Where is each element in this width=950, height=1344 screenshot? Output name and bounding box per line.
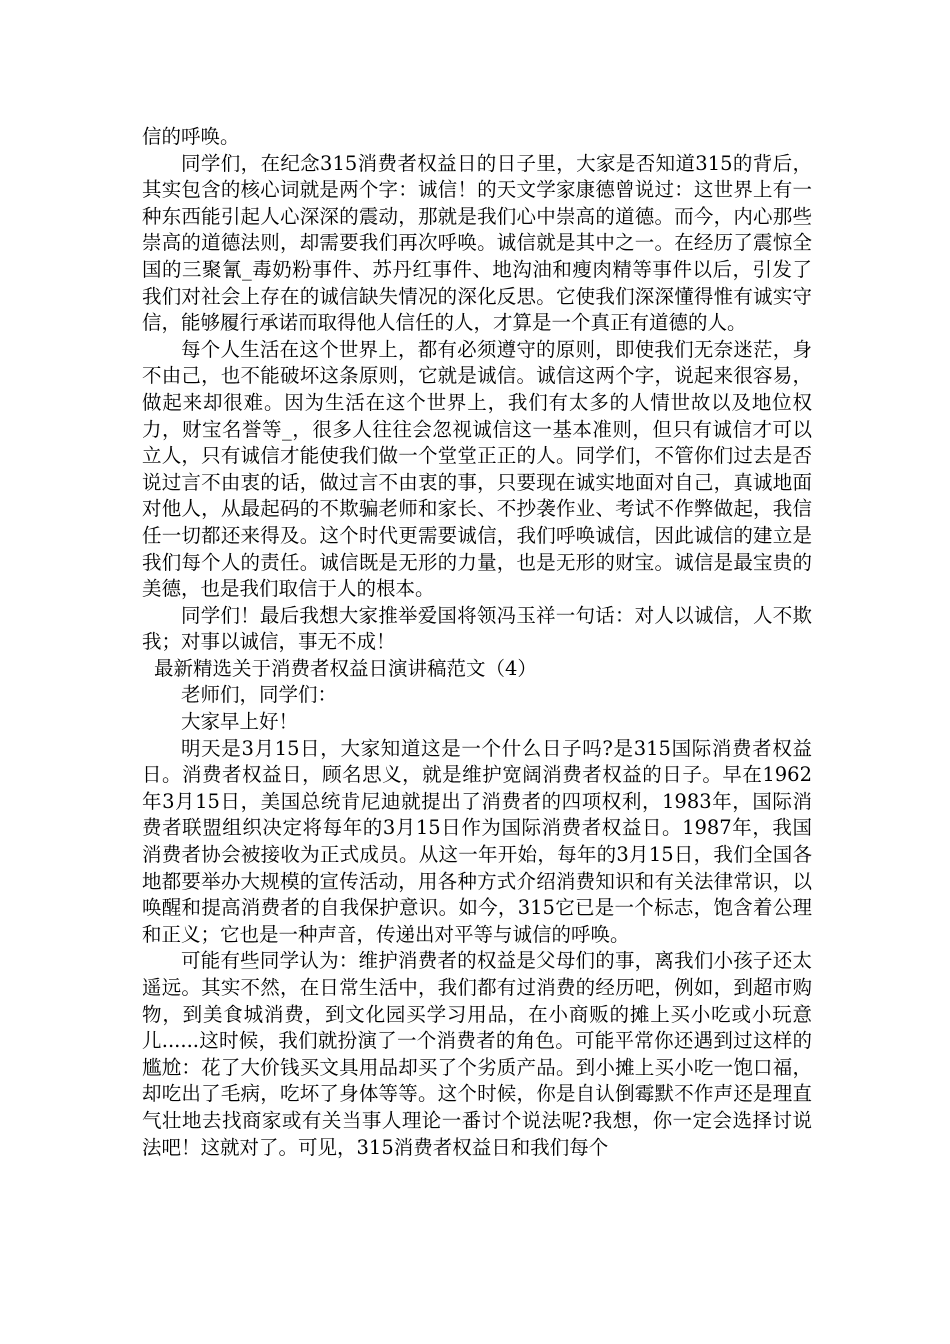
paragraph-integrity-315: 同学们，在纪念315消费者权益日的日子里，大家是否知道315的背后，其实包含的核心词就是两个字：诚信！的天文学家康德曾说过：这世界上有一种东西能引起人心深深的震动，那就是我们心中崇高的道德。而今，内心那些崇高的道德法则，却需要我们再次呼唤。诚信就是其中之一。在经历了震惊全国的三聚氰_毒奶粉事件、苏丹红事件、地沟油和瘦肉精等事件以后，引发了我们对社会上存在的诚信缺失情况的深化反思。它使我们深深懂得惟有诚实守信，能够履行承诺而取得他人信任的人，才算是一个真正有道德的人。: [142, 151, 812, 335]
paragraph-consumer-experience: 可能有些同学认为：维护消费者的权益是父母们的事，离我们小孩子还太遥远。其实不然，在日常生活中，我们都有过消费的经历吧，例如，到超市购物，到美食城消费，到文化园买学习用品，在小商贩的摊上买小吃或小玩意儿......这时候，我们就扮演了一个消费者的角色。可能平常你还遇到过这样的尴尬：花了大价钱买文具用品却买了个劣质产品。到小摊上买小吃一饱口福，却吃出了毛病，吃坏了身体等等。这个时候，你是自认倒霉默不作声还是理直气壮地去找商家或有关当事人理论一番讨个说法呢?我想，你一定会选择讨说法吧！这就对了。可见，315消费者权益日和我们每个: [142, 949, 812, 1159]
paragraph-closing-quote: 同学们！最后我想大家推举爱国将领冯玉祥一句话：对人以诚信，人不欺我；对事以诚信，事无不成！: [142, 603, 812, 654]
paragraph-greeting-morning: 大家早上好！: [181, 710, 299, 734]
document-page: [142, 124, 812, 1161]
section-title: 最新精选关于消费者权益日演讲稿范文（4）: [154, 656, 537, 680]
paragraph-consumer-day-history: 明天是3月15日，大家知道这是一个什么日子吗?是315国际消费者权益日。消费者权益日，顾名思义，就是维护宽阔消费者权益的日子。早在1962年3月15日，美国总统肯尼迪就提出了消费者的四项权利，1983年，国际消费者联盟组织决定将每年的3月15日作为国际消费者权益日。1987年，我国消费者协会被接收为正式成员。从这一年开始，每年的3月15日，我们全国各地都要举办大规模的宣传活动，用各种方式介绍消费知识和有关法律常识，以唤醒和提高消费者的自我保护意识。如今，315它已是一个标志，饱含着公理和正义；它也是一种声音，传递出对平等与诚信的呼唤。: [142, 736, 812, 946]
paragraph-greeting-audience: 老师们，同学们：: [181, 683, 338, 707]
paragraph-integrity-principle: 每个人生活在这个世界上，都有必须遵守的原则，即使我们无奈迷茫，身不由己，也不能破坏这条原则，它就是诚信。诚信这两个字，说起来很容易，做起来却很难。因为生活在这个世界上，我们有太多的人情世故以及地位权力，财宝名誉等_，很多人往往会忽视诚信这一基本准则，但只有诚信才可以立人，只有诚信才能使我们做一个堂堂正正的人。同学们，不管你们过去是否说过言不由衷的话，做过言不由衷的事，只要现在诚实地面对自己，真诚地面对他人，从最起码的不欺骗老师和家长、不抄袭作业、考试不作弊做起，我信任一切都还来得及。这个时代更需要诚信，我们呼唤诚信，因此诚信的建立是我们每个人的责任。诚信既是无形的力量，也是无形的财宝。诚信是最宝贵的美德，也是我们取信于人的根本。: [142, 337, 812, 601]
paragraph-continued: 信的呼唤。: [142, 125, 240, 148]
